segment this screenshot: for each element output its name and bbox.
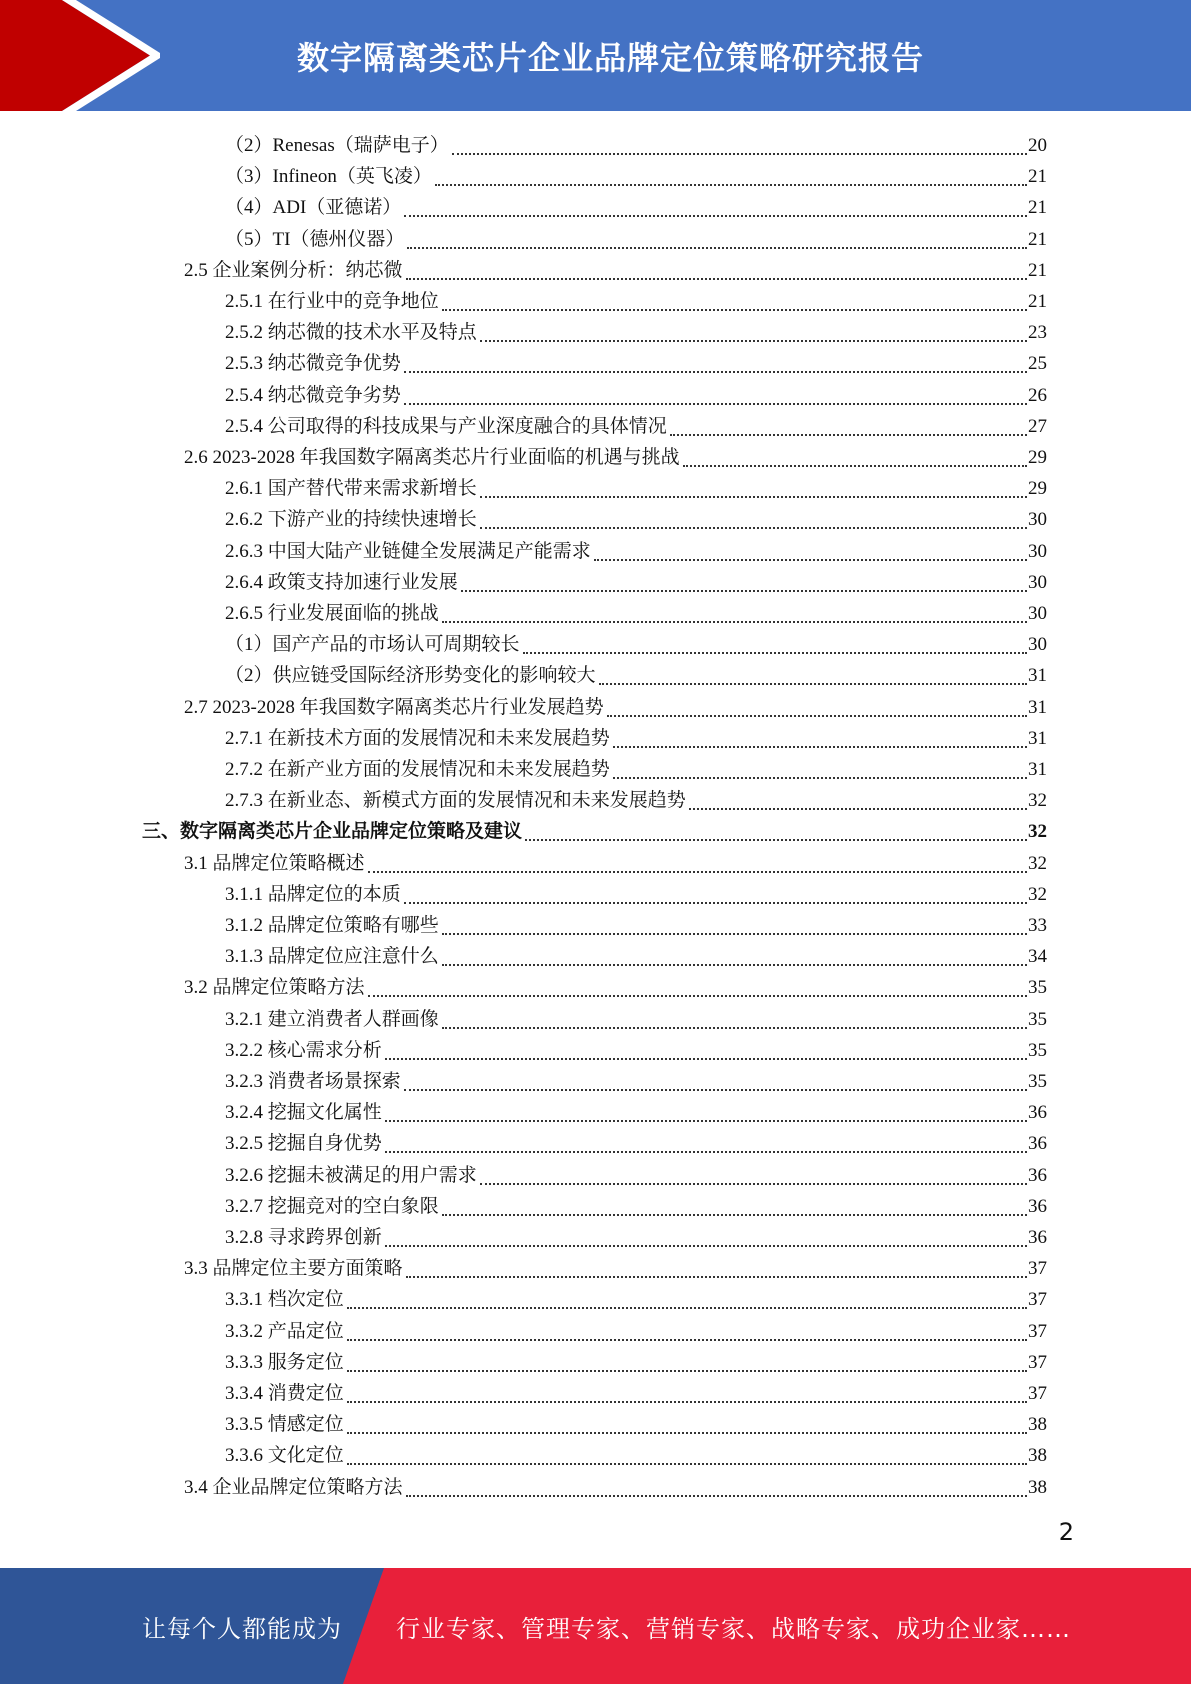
- toc-entry-page: 32: [1028, 790, 1047, 811]
- toc-entry-page: 31: [1028, 759, 1047, 780]
- toc-entry-page: 37: [1028, 1321, 1047, 1342]
- toc-entry-label: 3.1.1 品牌定位的本质: [225, 884, 401, 905]
- toc-entry-label: 2.6.1 国产替代带来需求新增长: [225, 478, 477, 499]
- toc-dot-leader: [407, 227, 1027, 249]
- toc-dot-leader: [347, 1412, 1027, 1434]
- toc-entry[interactable]: [225, 938, 1047, 969]
- report-title: 数字隔离类芯片企业品牌定位策略研究报告: [296, 38, 924, 77]
- toc-dot-leader: [480, 320, 1027, 342]
- toc-entry-page: 30: [1028, 509, 1047, 530]
- toc-entry-page: 35: [1028, 977, 1047, 998]
- page-header: [0, 0, 1191, 111]
- toc-entry[interactable]: [225, 501, 1047, 532]
- toc-dot-leader: [442, 601, 1027, 623]
- toc-entry[interactable]: [225, 1219, 1047, 1250]
- toc-entry-label: （2）Renesas（瑞萨电子）: [225, 135, 449, 156]
- toc-entry-label: 3.1 品牌定位策略概述: [184, 853, 365, 874]
- toc-entry[interactable]: [225, 720, 1047, 751]
- toc-dot-leader: [385, 1100, 1027, 1122]
- toc-dot-leader: [452, 133, 1027, 155]
- toc-entry-page: 32: [1028, 884, 1047, 905]
- toc-entry[interactable]: [225, 189, 1047, 220]
- toc-entry-page: 35: [1028, 1071, 1047, 1092]
- toc-entry-label: 3.2.3 消费者场景探索: [225, 1071, 401, 1092]
- toc-entry-label: 2.6.3 中国大陆产业链健全发展满足产能需求: [225, 541, 591, 562]
- toc-entry-label: （2）供应链受国际经济形势变化的影响较大: [225, 665, 596, 686]
- toc-entry[interactable]: [225, 1281, 1047, 1312]
- toc-entry-page: 38: [1028, 1445, 1047, 1466]
- toc-dot-leader: [599, 663, 1027, 685]
- toc-entry-label: 3.1.2 品牌定位策略有哪些: [225, 915, 439, 936]
- toc-entry-label: 3.2.1 建立消费者人群画像: [225, 1009, 439, 1030]
- toc-entry[interactable]: [225, 1406, 1047, 1437]
- toc-dot-leader: [404, 351, 1027, 373]
- toc-dot-leader: [385, 1131, 1027, 1153]
- toc-dot-leader: [613, 726, 1027, 748]
- toc-entry[interactable]: [225, 1063, 1047, 1094]
- toc-entry[interactable]: [184, 252, 1047, 283]
- page-number: 2: [1058, 1518, 1074, 1546]
- toc-entry-label: （5）TI（德州仪器）: [225, 229, 405, 250]
- toc-entry-label: 3.2.5 挖掘自身优势: [225, 1133, 382, 1154]
- toc-dot-leader: [594, 539, 1027, 561]
- toc-dot-leader: [404, 383, 1027, 405]
- toc-entry[interactable]: [225, 1437, 1047, 1468]
- toc-dot-leader: [435, 164, 1027, 186]
- toc-entry[interactable]: [225, 377, 1047, 408]
- toc-entry-page: 33: [1028, 915, 1047, 936]
- toc-entry-label: 2.5.1 在行业中的竞争地位: [225, 291, 439, 312]
- toc-entry-page: 37: [1028, 1383, 1047, 1404]
- toc-entry-label: 2.7 2023-2028 年我国数字隔离类芯片行业发展趋势: [184, 697, 604, 718]
- toc-entry-label: 2.5 企业案例分析：纳芯微: [184, 260, 403, 281]
- toc-entry-page: 36: [1028, 1165, 1047, 1186]
- toc-entry[interactable]: [225, 345, 1047, 376]
- toc-entry-label: 3.3.1 档次定位: [225, 1289, 344, 1310]
- toc-entry[interactable]: [225, 657, 1047, 688]
- toc-entry-label: 3.3.6 文化定位: [225, 1445, 344, 1466]
- toc-entry-label: 2.7.2 在新产业方面的发展情况和未来发展趋势: [225, 759, 610, 780]
- toc-dot-leader: [368, 851, 1027, 873]
- toc-entry-page: 35: [1028, 1009, 1047, 1030]
- toc-entry-label: 2.6.2 下游产业的持续快速增长: [225, 509, 477, 530]
- toc-entry-page: 30: [1028, 572, 1047, 593]
- toc-entry-label: 3.2.7 挖掘竞对的空白象限: [225, 1196, 439, 1217]
- toc-entry[interactable]: [225, 876, 1047, 907]
- toc-dot-leader: [480, 1163, 1027, 1185]
- toc-dot-leader: [480, 476, 1027, 498]
- toc-entry-page: 23: [1028, 322, 1047, 343]
- toc-entry[interactable]: [225, 1125, 1047, 1156]
- toc-entry[interactable]: [225, 1188, 1047, 1219]
- toc-entry-label: 3.2 品牌定位策略方法: [184, 977, 365, 998]
- toc-entry[interactable]: [184, 1469, 1047, 1500]
- toc-entry[interactable]: [225, 283, 1047, 314]
- toc-dot-leader: [683, 445, 1027, 467]
- toc-dot-leader: [406, 1256, 1027, 1278]
- toc-entry-page: 30: [1028, 634, 1047, 655]
- toc-dot-leader: [385, 1225, 1027, 1247]
- toc-entry-label: （3）Infineon（英飞凌）: [225, 166, 432, 187]
- footer-slogan-left: 让每个人都能成为: [142, 1614, 342, 1643]
- toc-entry-label: 3.2.4 挖掘文化属性: [225, 1102, 382, 1123]
- toc-entry-label: 3.3.5 情感定位: [225, 1414, 344, 1435]
- toc-entry-label: 3.3 品牌定位主要方面策略: [184, 1258, 403, 1279]
- toc-entry[interactable]: [225, 158, 1047, 189]
- toc-entry-page: 36: [1028, 1227, 1047, 1248]
- toc-dot-leader: [347, 1319, 1027, 1341]
- toc-dot-leader: [406, 1475, 1027, 1497]
- toc-entry-page: 21: [1028, 197, 1047, 218]
- toc-dot-leader: [461, 570, 1027, 592]
- toc-entry-page: 31: [1028, 697, 1047, 718]
- toc-entry-label: 3.1.3 品牌定位应注意什么: [225, 946, 439, 967]
- toc-entry-label: 2.5.4 公司取得的科技成果与产业深度融合的具体情况: [225, 416, 667, 437]
- toc-dot-leader: [347, 1350, 1027, 1372]
- toc-entry[interactable]: [225, 564, 1047, 595]
- toc-entry-label: 3.3.4 消费定位: [225, 1383, 344, 1404]
- footer-slogan-right: 行业专家、管理专家、营销专家、战略专家、成功企业家……: [396, 1614, 1071, 1643]
- toc-dot-leader: [525, 819, 1027, 841]
- toc-entry-label: 3.2.8 寻求跨界创新: [225, 1227, 382, 1248]
- toc-dot-leader: [613, 757, 1027, 779]
- toc-entry-page: 36: [1028, 1102, 1047, 1123]
- toc-entry[interactable]: [225, 470, 1047, 501]
- toc-entry[interactable]: [225, 221, 1047, 252]
- page-footer: [0, 1568, 1191, 1684]
- toc-entry-page: 31: [1028, 728, 1047, 749]
- toc-entry-label: 3.2.6 挖掘未被满足的用户需求: [225, 1165, 477, 1186]
- toc-entry[interactable]: [184, 439, 1047, 470]
- toc-dot-leader: [404, 195, 1027, 217]
- toc-entry[interactable]: [225, 533, 1047, 564]
- toc-dot-leader: [368, 975, 1027, 997]
- toc-entry-page: 20: [1028, 135, 1047, 156]
- toc-entry-page: 29: [1028, 478, 1047, 499]
- toc-entry[interactable]: [225, 1375, 1047, 1406]
- toc-entry-label: （1）国产产品的市场认可周期较长: [225, 634, 520, 655]
- toc-dot-leader: [670, 414, 1027, 436]
- toc-entry-page: 29: [1028, 447, 1047, 468]
- toc-entry-page: 21: [1028, 260, 1047, 281]
- toc-entry-label: 2.6.4 政策支持加速行业发展: [225, 572, 458, 593]
- toc-entry-label: 2.7.3 在新业态、新模式方面的发展情况和未来发展趋势: [225, 790, 686, 811]
- toc-dot-leader: [607, 695, 1027, 717]
- toc-entry-page: 35: [1028, 1040, 1047, 1061]
- toc-entry-page: 37: [1028, 1258, 1047, 1279]
- toc-entry-label: 2.7.1 在新技术方面的发展情况和未来发展趋势: [225, 728, 610, 749]
- toc-entry-page: 30: [1028, 541, 1047, 562]
- toc-entry-label: 2.5.3 纳芯微竞争优势: [225, 353, 401, 374]
- toc-entry[interactable]: [184, 1250, 1047, 1281]
- toc-entry[interactable]: [225, 1344, 1047, 1375]
- toc-dot-leader: [442, 1194, 1027, 1216]
- toc-entry[interactable]: [225, 314, 1047, 345]
- toc-entry[interactable]: [225, 782, 1047, 813]
- toc-entry-page: 32: [1028, 821, 1047, 842]
- toc-entry[interactable]: [225, 1032, 1047, 1063]
- toc-entry[interactable]: [184, 845, 1047, 876]
- toc-dot-leader: [689, 788, 1027, 810]
- toc-dot-leader: [442, 289, 1027, 311]
- toc-entry-label: 3.3.2 产品定位: [225, 1321, 344, 1342]
- toc-entry[interactable]: [142, 813, 1047, 844]
- toc-entry[interactable]: [225, 626, 1047, 657]
- toc-dot-leader: [347, 1381, 1027, 1403]
- toc-dot-leader: [347, 1443, 1027, 1465]
- toc-dot-leader: [442, 1007, 1027, 1029]
- toc-entry-page: 38: [1028, 1414, 1047, 1435]
- toc-entry[interactable]: [225, 127, 1047, 158]
- toc-entry[interactable]: [225, 1157, 1047, 1188]
- toc-entry[interactable]: [225, 408, 1047, 439]
- toc-entry-page: 37: [1028, 1289, 1047, 1310]
- toc-dot-leader: [442, 944, 1027, 966]
- toc-entry-page: 31: [1028, 665, 1047, 686]
- toc-entry-page: 32: [1028, 853, 1047, 874]
- toc-entry-page: 34: [1028, 946, 1047, 967]
- toc-dot-leader: [523, 632, 1027, 654]
- toc-dot-leader: [404, 882, 1027, 904]
- toc-entry-label: 2.6.5 行业发展面临的挑战: [225, 603, 439, 624]
- toc-entry-page: 21: [1028, 166, 1047, 187]
- toc-entry-page: 37: [1028, 1352, 1047, 1373]
- toc-entry[interactable]: [225, 1001, 1047, 1032]
- toc-entry[interactable]: [184, 969, 1047, 1000]
- toc-entry[interactable]: [184, 689, 1047, 720]
- toc-entry-page: 26: [1028, 385, 1047, 406]
- toc-entry[interactable]: [225, 907, 1047, 938]
- toc-entry-page: 38: [1028, 1477, 1047, 1498]
- toc-entry-page: 30: [1028, 603, 1047, 624]
- toc-dot-leader: [480, 507, 1027, 529]
- toc-entry-label: 3.4 企业品牌定位策略方法: [184, 1477, 403, 1498]
- toc-entry-label: 2.6 2023-2028 年我国数字隔离类芯片行业面临的机遇与挑战: [184, 447, 680, 468]
- toc-dot-leader: [404, 1069, 1027, 1091]
- toc-entry-page: 27: [1028, 416, 1047, 437]
- toc-dot-leader: [442, 913, 1027, 935]
- toc-entry[interactable]: [225, 1313, 1047, 1344]
- toc-entry-page: 36: [1028, 1196, 1047, 1217]
- toc-entry-page: 25: [1028, 353, 1047, 374]
- toc-dot-leader: [385, 1038, 1027, 1060]
- toc-entry-page: 36: [1028, 1133, 1047, 1154]
- toc-dot-leader: [406, 258, 1027, 280]
- toc-dot-leader: [347, 1287, 1027, 1309]
- toc-entry-label: 三、数字隔离类芯片企业品牌定位策略及建议: [142, 821, 523, 842]
- toc-entry-page: 21: [1028, 229, 1047, 250]
- toc-entry-label: 2.5.4 纳芯微竞争劣势: [225, 385, 401, 406]
- toc-entry-label: 2.5.2 纳芯微的技术水平及特点: [225, 322, 477, 343]
- toc-entry-page: 21: [1028, 291, 1047, 312]
- toc-entry-label: （4）ADI（亚德诺）: [225, 197, 402, 218]
- toc-entry-label: 3.3.3 服务定位: [225, 1352, 344, 1373]
- toc-entry[interactable]: [225, 595, 1047, 626]
- toc-entry[interactable]: [225, 1094, 1047, 1125]
- toc-entry-label: 3.2.2 核心需求分析: [225, 1040, 382, 1061]
- toc-entry[interactable]: [225, 751, 1047, 782]
